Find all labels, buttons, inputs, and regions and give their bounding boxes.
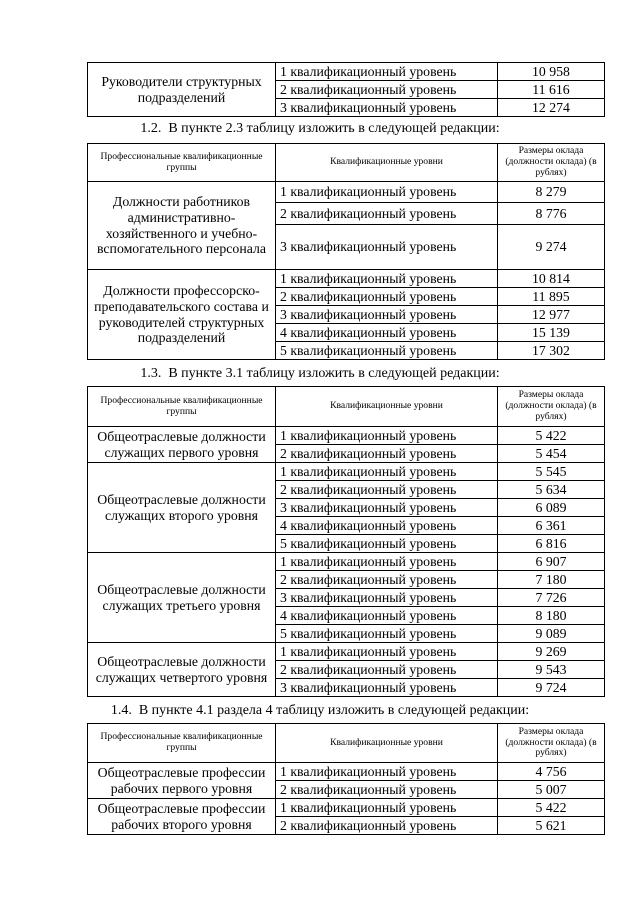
level-cell: 1 квалификационный уровень <box>276 643 498 661</box>
level-cell: 2 квалификационный уровень <box>276 817 498 835</box>
salary-cell: 5 422 <box>498 799 605 817</box>
level-cell: 4 квалификационный уровень <box>276 324 498 342</box>
header-salary: Размеры оклада (должности оклада) (в рублях) <box>498 724 605 763</box>
level-cell: 2 квалификационный уровень <box>276 661 498 679</box>
level-cell: 2 квалификационный уровень <box>276 445 498 463</box>
group-cell: Должности работников административно-хозяйственного и учебно-вспомогательного персонала <box>88 182 276 270</box>
salary-cell: 6 907 <box>498 553 605 571</box>
level-cell: 1 квалификационный уровень <box>276 763 498 781</box>
header-level: Квалификационные уровни <box>276 144 498 182</box>
salary-cell: 10 958 <box>498 63 605 81</box>
level-cell: 3 квалификационный уровень <box>276 225 498 270</box>
level-cell: 1 квалификационный уровень <box>276 63 498 81</box>
level-cell: 1 квалификационный уровень <box>276 270 498 288</box>
salary-cell: 5 545 <box>498 463 605 481</box>
table-row <box>88 763 605 781</box>
level-cell: 1 квалификационный уровень <box>276 427 498 445</box>
salary-cell: 10 814 <box>498 270 605 288</box>
level-cell: 2 квалификационный уровень <box>276 81 498 99</box>
caption-1-3: 1.3. В пункте 3.1 таблицу изложить в следующей редакции: <box>140 366 500 381</box>
level-cell: 5 квалификационный уровень <box>276 535 498 553</box>
salary-cell: 8 279 <box>498 182 605 203</box>
salary-cell: 9 724 <box>498 679 605 697</box>
level-cell: 1 квалификационный уровень <box>276 799 498 817</box>
salary-table-section-2-3 <box>87 143 605 360</box>
header-salary: Размеры оклада (должности оклада) (в рублях) <box>498 144 605 182</box>
group-cell: Должности профессорско-преподавательского состава и руководителей структурных подразделений <box>88 270 276 360</box>
salary-table-section-4-1 <box>87 723 605 835</box>
group-cell: Общеотраслевые профессии рабочих второго уровня <box>88 799 276 835</box>
caption-1-4: 1.4. В пункте 4.1 раздела 4 таблицу изложить в следующей редакции: <box>110 703 530 718</box>
table-row <box>88 799 605 817</box>
salary-cell: 9 089 <box>498 625 605 643</box>
table-body <box>88 63 605 117</box>
table-row <box>88 427 605 445</box>
salary-cell: 6 089 <box>498 499 605 517</box>
header-group: Профессиональные квалификационные группы <box>88 387 276 427</box>
salary-table-continued <box>87 62 605 117</box>
salary-cell: 4 756 <box>498 763 605 781</box>
salary-cell: 9 274 <box>498 225 605 270</box>
level-cell: 2 квалификационный уровень <box>276 203 498 225</box>
table-body <box>88 763 605 835</box>
salary-cell: 9 543 <box>498 661 605 679</box>
group-cell: Общеотраслевые должности служащих второго уровня <box>88 463 276 553</box>
caption-1-2: 1.2. В пункте 2.3 таблицу изложить в следующей редакции: <box>140 121 500 136</box>
table-row <box>88 553 605 571</box>
level-cell: 1 квалификационный уровень <box>276 463 498 481</box>
header-group: Профессиональные квалификационные группы <box>88 724 276 763</box>
salary-cell: 5 422 <box>498 427 605 445</box>
salary-cell: 7 180 <box>498 571 605 589</box>
level-cell: 2 квалификационный уровень <box>276 781 498 799</box>
salary-cell: 5 621 <box>498 817 605 835</box>
table-row <box>88 270 605 288</box>
header-level: Квалификационные уровни <box>276 724 498 763</box>
salary-cell: 17 302 <box>498 342 605 360</box>
level-cell: 1 квалификационный уровень <box>276 553 498 571</box>
salary-cell: 15 139 <box>498 324 605 342</box>
header-level: Квалификационные уровни <box>276 387 498 427</box>
level-cell: 3 квалификационный уровень <box>276 306 498 324</box>
salary-cell: 12 977 <box>498 306 605 324</box>
salary-cell: 5 634 <box>498 481 605 499</box>
table-row <box>88 643 605 661</box>
level-cell: 4 квалификационный уровень <box>276 517 498 535</box>
level-cell: 3 квалификационный уровень <box>276 679 498 697</box>
level-cell: 2 квалификационный уровень <box>276 571 498 589</box>
level-cell: 3 квалификационный уровень <box>276 99 498 117</box>
level-cell: 2 квалификационный уровень <box>276 288 498 306</box>
group-cell: Руководители структурных подразделений <box>88 63 276 117</box>
level-cell: 4 квалификационный уровень <box>276 607 498 625</box>
level-cell: 3 квалификационный уровень <box>276 499 498 517</box>
level-cell: 1 квалификационный уровень <box>276 182 498 203</box>
salary-cell: 11 895 <box>498 288 605 306</box>
table-row <box>88 463 605 481</box>
salary-cell: 8 776 <box>498 203 605 225</box>
salary-cell: 6 816 <box>498 535 605 553</box>
table-body <box>88 427 605 697</box>
table-body <box>88 182 605 360</box>
group-cell: Общеотраслевые должности служащих четвертого уровня <box>88 643 276 697</box>
table-row <box>88 182 605 203</box>
group-cell: Общеотраслевые профессии рабочих первого уровня <box>88 763 276 799</box>
level-cell: 5 квалификационный уровень <box>276 342 498 360</box>
salary-cell: 5 007 <box>498 781 605 799</box>
salary-cell: 9 269 <box>498 643 605 661</box>
header-group: Профессиональные квалификационные группы <box>88 144 276 182</box>
salary-cell: 12 274 <box>498 99 605 117</box>
salary-cell: 8 180 <box>498 607 605 625</box>
group-cell: Общеотраслевые должности служащих третьего уровня <box>88 553 276 643</box>
level-cell: 5 квалификационный уровень <box>276 625 498 643</box>
salary-cell: 5 454 <box>498 445 605 463</box>
table-row <box>88 63 605 81</box>
level-cell: 2 квалификационный уровень <box>276 481 498 499</box>
group-cell: Общеотраслевые должности служащих первого уровня <box>88 427 276 463</box>
salary-cell: 11 616 <box>498 81 605 99</box>
salary-table-section-3-1 <box>87 386 605 697</box>
salary-cell: 7 726 <box>498 589 605 607</box>
level-cell: 3 квалификационный уровень <box>276 589 498 607</box>
header-salary: Размеры оклада (должности оклада) (в рублях) <box>498 387 605 427</box>
salary-cell: 6 361 <box>498 517 605 535</box>
